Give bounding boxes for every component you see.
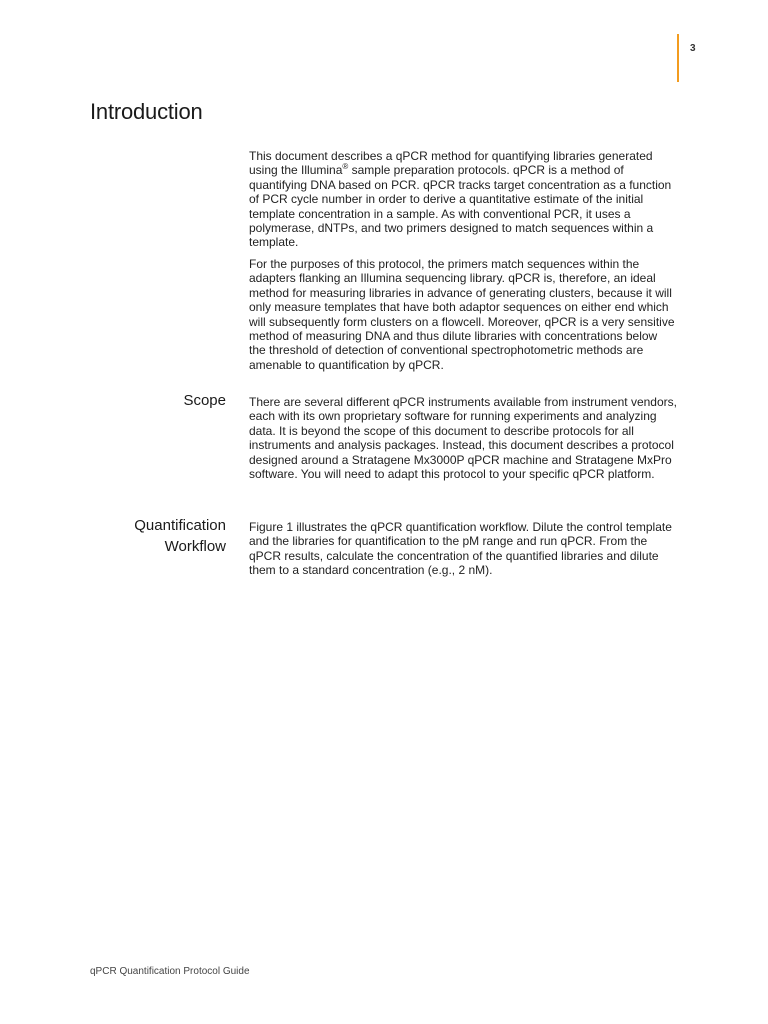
scope-heading-text: Scope bbox=[183, 392, 226, 409]
scope-heading bbox=[66, 390, 226, 411]
intro-paragraph-1 bbox=[249, 149, 677, 250]
intro-paragraph-2-text: For the purposes of this protocol, the primers match sequences within the adapters flanking an Illumina sequencing library. qPCR is, therefore, an ideal method for measuring libraries in advance of generating clusters, because it will only measure templates that have both adaptor sequences on either end which will subsequently form clusters on a flowcell. Moreover, qPCR is a very sensitive method of measuring DNA and thus dilute libraries with concentrations below the threshold of detection of conventional spectrophotometric methods are amenable to quantification by qPCR. bbox=[249, 257, 675, 372]
section-title-introduction: Introduction bbox=[90, 99, 203, 124]
registered-trademark-mark: ® bbox=[342, 162, 349, 172]
workflow-paragraph bbox=[249, 520, 677, 578]
workflow-heading-line-1: Quantification bbox=[134, 517, 226, 534]
scope-paragraph-text: There are several different qPCR instruments available from instrument vendors, each with its own proprietary software for running experiments and analyzing data. It is beyond the scope of this document to describe protocols for all instruments and analysis packages. Instead, this document describes a protocol designed around a Stratagene Mx3000P qPCR machine and Stratagene MxPro software. You will need to adapt this protocol to your specific qPCR platform. bbox=[249, 395, 677, 482]
scope-paragraph bbox=[249, 395, 677, 481]
intro-paragraph-1-start: This document describes a qPCR method for quantifying libraries generated using the Illumina bbox=[249, 149, 653, 178]
page-number: 3 bbox=[690, 43, 696, 54]
intro-paragraph-1-end: sample preparation protocols. qPCR is a method of quantifying DNA based on PCR. qPCR tracks target concentration as a function of PCR cycle number in order to derive a quantitative estimate of the initial template concentration in a sample. As with conventional PCR, it uses a polymerase, dNTPs, and two primers designed to match sequences within a template. bbox=[249, 163, 672, 250]
quantification-workflow-heading bbox=[66, 515, 226, 557]
document-footer: qPCR Quantification Protocol Guide bbox=[90, 966, 250, 977]
workflow-paragraph-text: Figure 1 illustrates the qPCR quantification workflow. Dilute the control template and the libraries for quantification to the pM range and run qPCR. From the qPCR results, calculate the concentration of the quantified libraries and dilute them to a standard concentration (e.g., 2 nM). bbox=[249, 520, 672, 578]
intro-paragraph-2 bbox=[249, 257, 677, 372]
workflow-heading-line-2: Workflow bbox=[164, 538, 226, 555]
page-number-accent-bar bbox=[677, 34, 679, 82]
